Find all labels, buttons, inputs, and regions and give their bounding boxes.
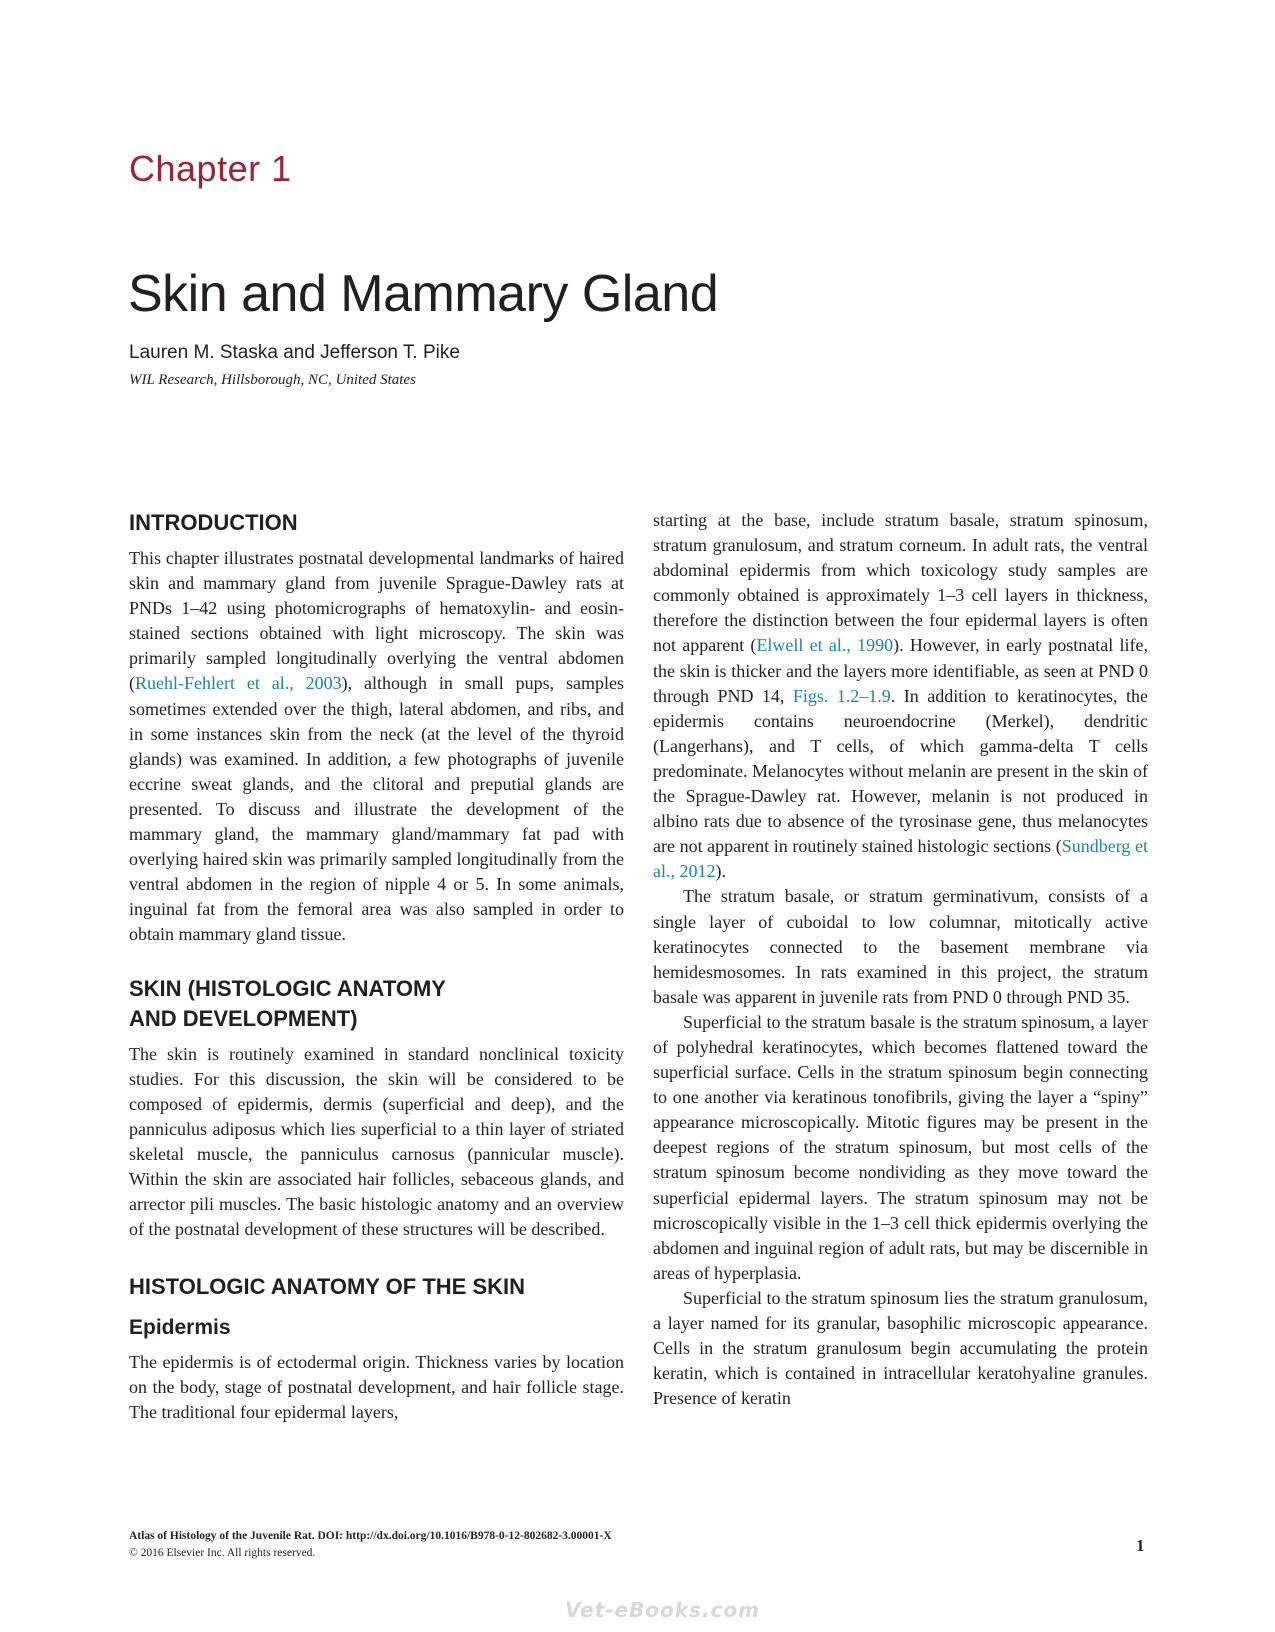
stratum-basale-paragraph: The stratum basale, or stratum germinativum, consists of a single layer of cuboidal to low columnar, mitotically active keratinocytes connected to the basement membrane via hemidesmosomes. In rats examined in this project, the stratum basale was apparent in juvenile rats from PND 0 through PND 35. [653, 886, 1148, 1007]
layers-text-d: ). [715, 861, 726, 882]
epidermis-subheading: Epidermis [129, 1316, 231, 1340]
layers-text-c: . In addition to keratinocytes, the epidermis contains neuroendocrine (Merkel), dendritic (Langerhans), and T cells, of which gamma-delta T cells predominate. Melanocytes without melanin are present in the skin of the Sprague-Dawley rat. However, melanin is not produced in albino rats due to absence of the tyrosinase gene, thus melanocytes are not apparent in routinely stained histologic sections ( [653, 685, 1148, 857]
stratum-granulosum-paragraph: Superficial to the stratum spinosum lies the stratum granulosum, a layer named for its granular, basophilic microscopic appearance. Cells in the stratum granulosum begin accumulating the protein keratin, which is contained in intracellular keratohyaline granules. Presence of keratin [653, 1287, 1148, 1409]
figure-reference[interactable]: Figs. 1.2–1.9 [792, 685, 891, 706]
citation-sundberg[interactable]: Sundberg et al., 2012 [653, 836, 1148, 882]
left-column [129, 508, 624, 1426]
right-column [653, 508, 1148, 1411]
stratum-spinosum-paragraph: Superficial to the stratum basale is the stratum spinosum, a layer of polyhedral keratinocytes, which becomes flattened toward the superficial surface. Cells in the stratum spinosum begin connecting to one another via keratinous tonofibrils, giving the layer a “spiny” appearance microscopically. Mitotic figures may be present in the deepest regions of the stratum spinosum, but most cells of the stratum spinosum become nondividing as they move toward the superficial epidermal layers. The stratum spinosum may not be microscopically visible in the 1–3 cell thick epidermis overlying the abdomen and inguinal region of adult rats, but may be discernible in areas of hyperplasia. [653, 1011, 1148, 1283]
authors: Lauren M. Staska and Jefferson T. Pike [129, 342, 460, 363]
skin-heading-line1: SKIN (HISTOLOGIC ANATOMY [129, 975, 446, 1001]
chapter-title: Skin and Mammary Gland [128, 265, 719, 323]
anatomy-heading: HISTOLOGIC ANATOMY OF THE SKIN [129, 1274, 526, 1300]
intro-text-a: This chapter illustrates postnatal developmental landmarks of haired skin and mammary gland from juvenile Sprague-Dawley rats at PNDs 1–42 using photomicrographs of hematoxylin- and eosin-stained sections obtained with light microscopy. The skin was primarily sampled longitudinally overlying the ventral abdomen ( [129, 548, 624, 694]
layers-paragraph [653, 508, 1148, 884]
citation-elwell[interactable]: Elwell et al., 1990 [756, 635, 894, 656]
introduction-paragraph [129, 546, 624, 948]
watermark-logo: Vet-eBooks.com [565, 1598, 760, 1622]
affiliation: WIL Research, Hillsborough, NC, United States [129, 372, 416, 388]
citation-ruehl-fehlert[interactable]: Ruehl-Fehlert et al., 2003 [135, 673, 342, 694]
layers-text-b: ). However, in early postnatal life, the skin is thicker and the layers more identifiable, as seen at PND 0 through PND 14, [653, 635, 1148, 706]
intro-text-b: ), although in small pups, samples sometimes extended over the thigh, lateral abdomen, and ribs, and in some instances skin from the neck (at the level of the thyroid glands) was examined. In addition, a few photographs of juvenile eccrine sweat glands, and the clitoral and preputial glands are presented. To discuss and illustrate the development of the mammary gland, the mammary gland/mammary fat pad with overlying haired skin was primarily sampled longitudinally from the ventral abdomen in the region of nipple 4 or 5. In some animals, inguinal fat from the femoral area was also sampled in order to obtain mammary gland tissue. [129, 673, 624, 945]
footer-citation: Atlas of Histology of the Juvenile Rat. DOI: http://dx.doi.org/10.1016/B978-0-12-802682-3.00001-X [129, 1530, 612, 1542]
skin-paragraph: The skin is routinely examined in standard nonclinical toxicity studies. For this discussion, the skin will be considered to be composed of epidermis, dermis (superficial and deep), and the panniculus adiposus which lies superficial to a thin layer of striated skeletal muscle, the panniculus carnosus (pannicular muscle). Within the skin are associated hair follicles, sebaceous glands, and arrector pili muscles. The basic histologic anatomy and an overview of the postnatal development of these structures will be described. [129, 1043, 624, 1240]
footer-copyright: © 2016 Elsevier Inc. All rights reserved. [129, 1547, 316, 1559]
epidermis-paragraph: The epidermis is of ectodermal origin. Thickness varies by location on the body, stage of postnatal development, and hair follicle stage. The traditional four epidermal layers, [129, 1352, 624, 1423]
introduction-heading: INTRODUCTION [129, 510, 298, 535]
chapter-label: Chapter 1 [129, 148, 292, 189]
skin-heading [129, 974, 624, 1034]
layers-text-a: starting at the base, include stratum basale, stratum spinosum, stratum granulosum, and stratum corneum. In adult rats, the ventral abdominal epidermis from which toxicology study samples are commonly obtained is approximately 1–3 cell layers in thickness, therefore the distinction between the four epidermal layers is often not apparent ( [653, 510, 1148, 656]
skin-heading-line2: AND DEVELOPMENT) [129, 1005, 358, 1031]
page-number: 1 [1136, 1536, 1145, 1555]
